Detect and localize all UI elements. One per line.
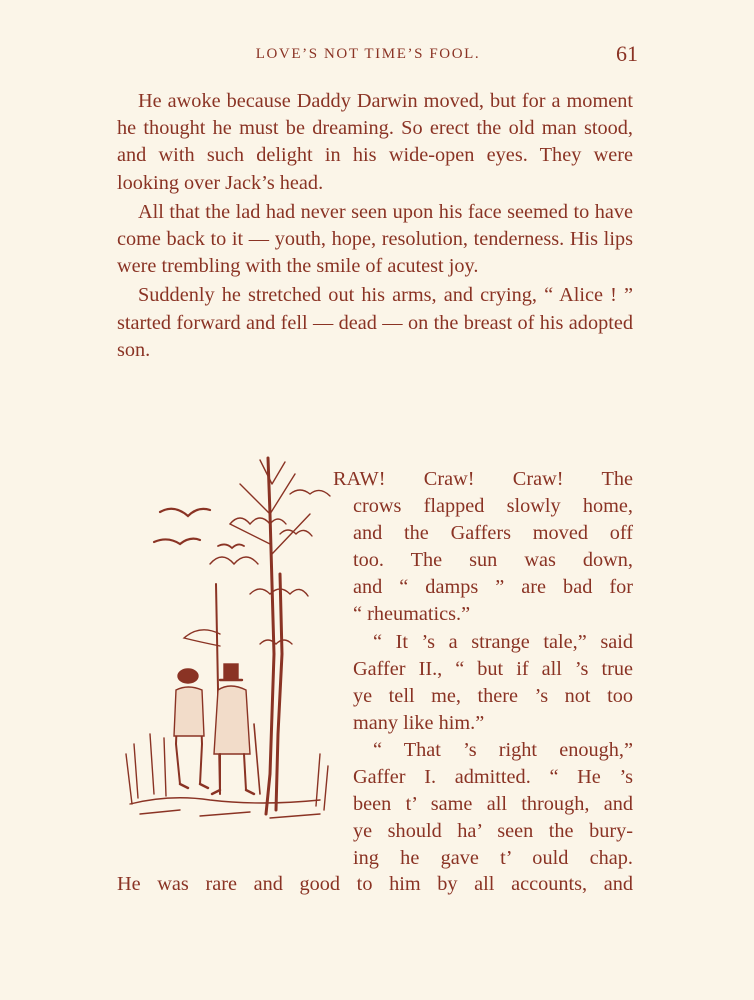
section-line: “ It ’s a strange tale,” said xyxy=(373,630,633,653)
section-line: been t’ same all through, and xyxy=(353,793,633,816)
section-line: “ That ’s right enough,” xyxy=(373,738,633,761)
section-line: ye should ha’ seen the bury- xyxy=(353,820,633,843)
section-line: and the Gaffers moved off xyxy=(353,522,633,545)
section-line: Gaffer I. admitted. “ He ’s xyxy=(353,766,633,789)
page-header xyxy=(118,41,638,70)
section-line: RAW! Craw! Craw! The xyxy=(333,468,633,490)
section-line: crows flapped slowly home, xyxy=(353,495,633,518)
paragraph-2: All that the lad had never seen upon his face seemed to have come back to it — youth, hope, resolution, tenderness. His lips were trembling with the smile of acutest joy. xyxy=(117,200,633,278)
section-line: and “ damps ” are bad for xyxy=(353,576,633,599)
paragraph-3: Suddenly he stretched out his arms, and crying, “ Alice ! ” started forward and fell — dead — on the breast of his adopted son. xyxy=(117,284,633,361)
section-line: ing he gave t’ ould chap. xyxy=(353,847,633,870)
section-line: many like him.” xyxy=(353,711,485,734)
page-number: 61 xyxy=(616,41,638,66)
section-line: “ rheumatics.” xyxy=(353,603,471,626)
section-line: too. The sun was down, xyxy=(353,549,633,572)
section-line: ye tell me, there ’s not too xyxy=(353,684,633,707)
section-text xyxy=(333,466,633,872)
paragraph-1: He awoke because Daddy Darwin moved, but for a moment he thought he must be dreaming. So erect the old man stood, and with such delight in his wide-open eyes. They were looking over Jack’s head. xyxy=(117,90,633,194)
body-text xyxy=(117,88,633,364)
running-title: LOVE’S NOT TIME’S FOOL. xyxy=(255,46,481,62)
illustration-two-men-under-tree xyxy=(120,454,342,846)
section-line: Gaffer II., “ but if all ’s true xyxy=(353,657,633,680)
closing-line: He was rare and good to him by all accounts, and xyxy=(117,873,633,895)
